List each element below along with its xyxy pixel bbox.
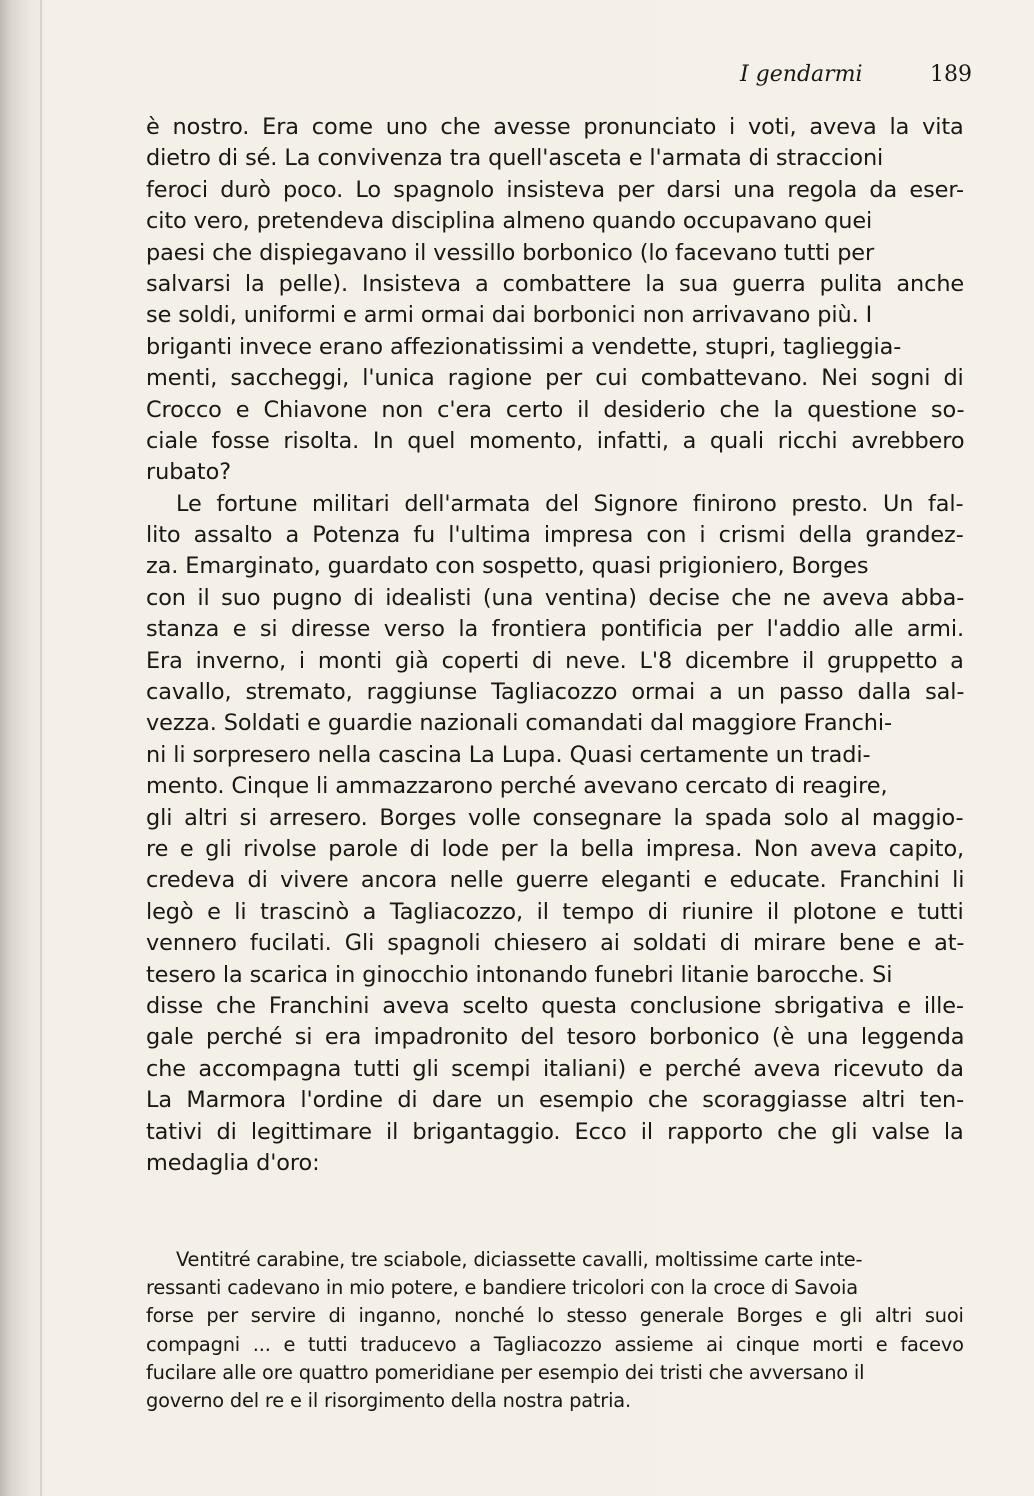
text-line: lito assalto a Potenza fu l'ultima impresa con i crismi della grandez- [146,522,964,549]
text-line: se soldi, uniformi e armi ormai dai borbonici non arrivavano più. I [146,302,873,329]
page-gutter [40,0,42,1496]
text-line: stanza e si diresse verso la frontiera pontificia per l'addio alle armi. [146,616,965,643]
text-line: ciale fosse risolta. In quel momento, infatti, a quali ricchi avrebbero [146,427,965,454]
text-line: menti, saccheggi, l'unica ragione per cui combattevano. Nei sogni di [146,365,964,392]
text-line: Crocco e Chiavone non c'era certo il desiderio che la questione so- [146,396,965,423]
quote-line: ressanti cadevano in mio potere, e bandiere tricolori con la croce di Savoia [146,1276,858,1300]
text-line: con il suo pugno di idealisti (una ventina) decise che ne aveva abba- [146,584,965,611]
running-title: I gendarmi [740,62,863,87]
body-text [146,112,966,1179]
text-line: briganti invece erano affezionatissimi a vendette, stupri, taglieggia- [146,333,902,360]
text-line: paesi che dispiegavano il vessillo borbonico (lo facevano tutti per [146,239,875,266]
text-line: mento. Cinque li ammazzarono perché avevano cercato di reagire, [146,773,888,800]
quote-line: governo del re e il risorgimento della nostra patria. [146,1388,631,1412]
text-line: medaglia d'oro: [146,1149,320,1176]
text-line: gale perché si era impadronito del tesoro borbonico (è una leggenda [146,1024,965,1051]
text-line: vezza. Soldati e guardie nazionali comandati dal maggiore Franchi- [146,710,892,737]
text-line: Era inverno, i monti già coperti di neve. L'8 dicembre il gruppetto a [146,647,964,674]
text-line: ni li sorpresero nella cascina La Lupa. Quasi certamente un tradi- [146,741,871,768]
running-head [740,62,972,92]
text-line: dietro di sé. La convivenza tra quell'asceta e l'armata di straccioni [146,145,884,172]
quote-line: forse per servire di inganno, nonché lo stesso generale Borges e gli altri suoi [146,1304,964,1328]
text-line: legò e li trascinò a Tagliacozzo, il tempo di riunire il plotone e tutti [146,898,964,925]
text-line: za. Emarginato, guardato con sospetto, quasi prigioniero, Borges [146,553,869,580]
quote-line: Ventitré carabine, tre sciabole, diciassette cavalli, moltissime carte inte- [176,1248,863,1271]
text-line: è nostro. Era come uno che avesse pronunciato i voti, aveva la vita [146,114,964,140]
text-line: tesero la scarica in ginocchio intonando funebri litanie barocche. Si [146,961,893,988]
text-line: che accompagna tutti gli scempi italiani) e perché aveva ricevuto da [146,1055,964,1082]
text-line: tativi di legittimare il brigantaggio. Ecco il rapporto che gli valse la [146,1118,964,1145]
text-line: salvarsi la pelle). Insisteva a combattere la sua guerra pulita anche [146,270,965,297]
block-quote [146,1246,966,1415]
quote-line: compagni ... e tutti traducevo a Tagliacozzo assieme ai cinque morti e facevo [146,1332,964,1356]
quote-line: fucilare alle ore quattro pomeridiane per esempio dei tristi che avversano il [146,1360,865,1384]
text-line: vennero fucilati. Gli spagnoli chiesero ai soldati di mirare bene e at- [146,930,965,957]
text-line: credeva di vivere ancora nelle guerre eleganti e educate. Franchini li [146,867,965,894]
text-line: gli altri si arresero. Borges volle consegnare la spada solo al maggio- [146,804,964,831]
text-line: re e gli rivolse parole di lode per la bella impresa. Non aveva capito, [146,835,965,862]
paragraph-start-line: Le fortune militari dell'armata del Signore finirono presto. Un fal- [176,490,964,517]
text-line: disse che Franchini aveva scelto questa conclusione sbrigativa e ille- [146,992,964,1019]
text-line: rubato? [146,459,231,486]
text-line: cito vero, pretendeva disciplina almeno quando occupavano quei [146,208,873,235]
text-line: cavallo, stremato, raggiunse Tagliacozzo ormai a un passo dalla sal- [146,679,965,706]
text-line: La Marmora l'ordine di dare un esempio che scoraggiasse altri ten- [146,1087,965,1114]
text-line: feroci durò poco. Lo spagnolo insisteva per darsi una regola da eser- [146,176,964,203]
page-number: 189 [930,62,972,87]
